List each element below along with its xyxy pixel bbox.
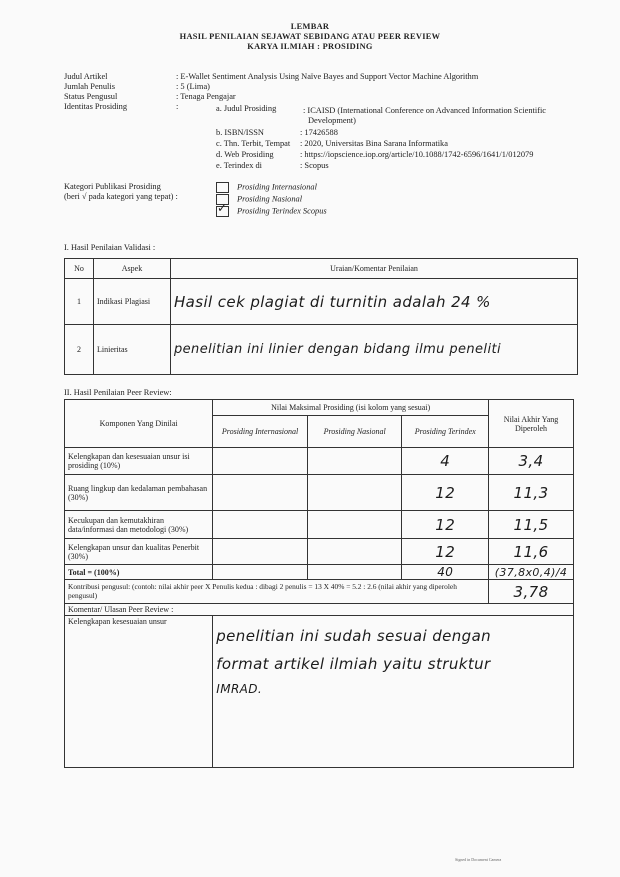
total-akhir: (37,8x0,4)/4 bbox=[489, 565, 574, 580]
table-row bbox=[65, 511, 574, 539]
cell-akhir: 3,4 bbox=[489, 448, 574, 475]
col-terindex: Prosiding Terindex bbox=[402, 416, 489, 448]
check-mark-icon: ✓ bbox=[217, 201, 228, 215]
identitas-value-c: : 2020, Universitas Bina Sarana Informatika bbox=[300, 139, 448, 148]
komentar-body bbox=[213, 616, 574, 768]
col-uraian: Uraian/Komentar Penilaian bbox=[171, 259, 578, 279]
header-title: LEMBAR bbox=[290, 22, 330, 31]
col-no: No bbox=[65, 259, 94, 279]
identitas-value-a: : ICAISD (International Conference on Advanced Information Scientific bbox=[303, 106, 547, 115]
cell-nasional bbox=[307, 448, 402, 475]
table-row bbox=[65, 448, 574, 475]
row-no: 1 bbox=[65, 279, 94, 325]
komentar-line-3: IMRAD. bbox=[216, 682, 263, 696]
judul-value: : E-Wallet Sentiment Analysis Using Naïve Bayes and Support Vector Machine Algorithm bbox=[176, 72, 479, 81]
cell-nasional bbox=[307, 565, 402, 580]
identitas-key-b: b. ISBN/ISSN bbox=[216, 128, 264, 137]
cell-nasional bbox=[307, 475, 402, 511]
identitas-value-b: : 17426588 bbox=[300, 128, 338, 137]
identitas-value-d: : https://iopscience.iop.org/article/10.1088/1742-6596/1641/1/012079 bbox=[300, 150, 534, 159]
identitas-value-e: : Scopus bbox=[300, 161, 329, 170]
row-aspek: Linieritas bbox=[94, 325, 171, 375]
kategori-option-internasional[interactable] bbox=[216, 182, 317, 193]
jumlah-value: : 5 (Lima) bbox=[176, 82, 210, 91]
kontribusi-value: 3,78 bbox=[489, 580, 574, 604]
kategori-option-scopus[interactable] bbox=[216, 201, 327, 217]
option-label: Prosiding Internasional bbox=[237, 182, 317, 192]
jumlah-label: Jumlah Penulis bbox=[64, 82, 115, 91]
kategori-hint: (beri √ pada kategori yang tepat) : bbox=[64, 192, 178, 201]
row-komponen: Kelengkapan dan kesesuaian unsur isi prosiding (10%) bbox=[65, 448, 213, 475]
kontribusi-label: Kontribusi pengusul: (contoh: nilai akhir peer X Penulis kedua : dibagi 2 penulis = 13 X 40% = 5.2 : 2.6 (nilai akhir yang diperoleh pengusul) bbox=[65, 580, 489, 604]
checkbox-internasional[interactable] bbox=[216, 182, 229, 193]
cell-internasional bbox=[213, 511, 308, 539]
cell-internasional bbox=[213, 565, 308, 580]
footer-note: Signed in Document Camera bbox=[455, 857, 502, 862]
col-nasional: Prosiding Nasional bbox=[307, 416, 402, 448]
option-label: Prosiding Terindex Scopus bbox=[237, 206, 327, 216]
section2-title: II. Hasil Penilaian Peer Review: bbox=[64, 388, 172, 397]
cell-nasional bbox=[307, 539, 402, 565]
komentar-label bbox=[65, 604, 574, 616]
table-row bbox=[65, 539, 574, 565]
cell-akhir: 11,3 bbox=[489, 475, 574, 511]
row-komponen: Ruang lingkup dan kedalaman pembahasan (30%) bbox=[65, 475, 213, 511]
section1-title: I. Hasil Penilaian Validasi : bbox=[64, 243, 156, 252]
komentar-line-2: format artikel ilmiah yaitu struktur bbox=[216, 655, 491, 673]
col-akhir: Nilai Akhir Yang Diperoleh bbox=[489, 400, 574, 448]
cell-nasional bbox=[307, 511, 402, 539]
identitas-label: Identitas Prosiding bbox=[64, 102, 128, 111]
cell-terindex: 12 bbox=[402, 539, 489, 565]
identitas-value-a2: Development) bbox=[308, 116, 356, 125]
row-komponen: Kelengkapan unsur dan kualitas Penerbit (30%) bbox=[65, 539, 213, 565]
checkbox-scopus[interactable] bbox=[216, 201, 229, 217]
cell-terindex: 4 bbox=[402, 448, 489, 475]
cell-akhir: 11,6 bbox=[489, 539, 574, 565]
header-subtitle: HASIL PENILAIAN SEJAWAT SEBIDANG ATAU PEER REVIEW bbox=[179, 32, 441, 41]
identitas-key-c: c. Thn. Terbit, Tempat bbox=[216, 139, 291, 148]
total-terindex: 40 bbox=[402, 565, 489, 580]
col-komponen: Komponen Yang Dinilai bbox=[65, 400, 213, 448]
row-aspek: Indikasi Plagiasi bbox=[94, 279, 171, 325]
kategori-option-nasional[interactable] bbox=[216, 194, 302, 205]
row-no: 2 bbox=[65, 325, 94, 375]
cell-akhir: 11,5 bbox=[489, 511, 574, 539]
cell-terindex: 12 bbox=[402, 511, 489, 539]
identitas-key-d: d. Web Prosiding bbox=[216, 150, 274, 159]
identitas-colon: : bbox=[176, 102, 179, 111]
cell-terindex: 12 bbox=[402, 475, 489, 511]
identitas-key-a: a. Judul Prosiding bbox=[216, 104, 277, 113]
kontribusi-row bbox=[65, 580, 574, 604]
komentar-line-1: penelitian ini sudah sesuai dengan bbox=[216, 627, 492, 645]
row-komponen: Kecukupan dan kemutakhiran data/informasi dan metodologi (30%) bbox=[65, 511, 213, 539]
table-row bbox=[65, 475, 574, 511]
total-label: Total = (100%) bbox=[65, 565, 213, 580]
cell-internasional bbox=[213, 448, 308, 475]
peer-review-table bbox=[64, 399, 574, 768]
table-row bbox=[65, 325, 578, 375]
judul-label: Judul Artikel bbox=[64, 72, 108, 81]
header-karya: KARYA ILMIAH : PROSIDING bbox=[247, 42, 373, 51]
cell-internasional bbox=[213, 539, 308, 565]
cell-internasional bbox=[213, 475, 308, 511]
status-value: : Tenaga Pengajar bbox=[176, 92, 236, 101]
table-row bbox=[65, 279, 578, 325]
status-label: Status Pengusul bbox=[64, 92, 118, 101]
kategori-label: Kategori Publikasi Prosiding bbox=[64, 182, 161, 191]
total-row bbox=[65, 565, 574, 580]
col-nilai-maks: Nilai Maksimal Prosiding (isi kolom yang sesuai) bbox=[213, 400, 489, 416]
row-komentar: penelitian ini linier dengan bidang ilmu peneliti bbox=[171, 325, 578, 375]
komentar-heading: Komentar/ Ulasan Peer Review : bbox=[68, 605, 174, 614]
identitas-key-e: e. Terindex di bbox=[216, 161, 263, 170]
option-label: Prosiding Nasional bbox=[237, 194, 303, 204]
validasi-table bbox=[64, 258, 578, 375]
komentar-row-label: Kelengkapan kesesuaian unsur bbox=[65, 616, 213, 768]
col-aspek: Aspek bbox=[94, 259, 171, 279]
col-internasional: Prosiding Internasional bbox=[213, 416, 308, 448]
row-komentar: Hasil cek plagiat di turnitin adalah 24 % bbox=[171, 279, 578, 325]
